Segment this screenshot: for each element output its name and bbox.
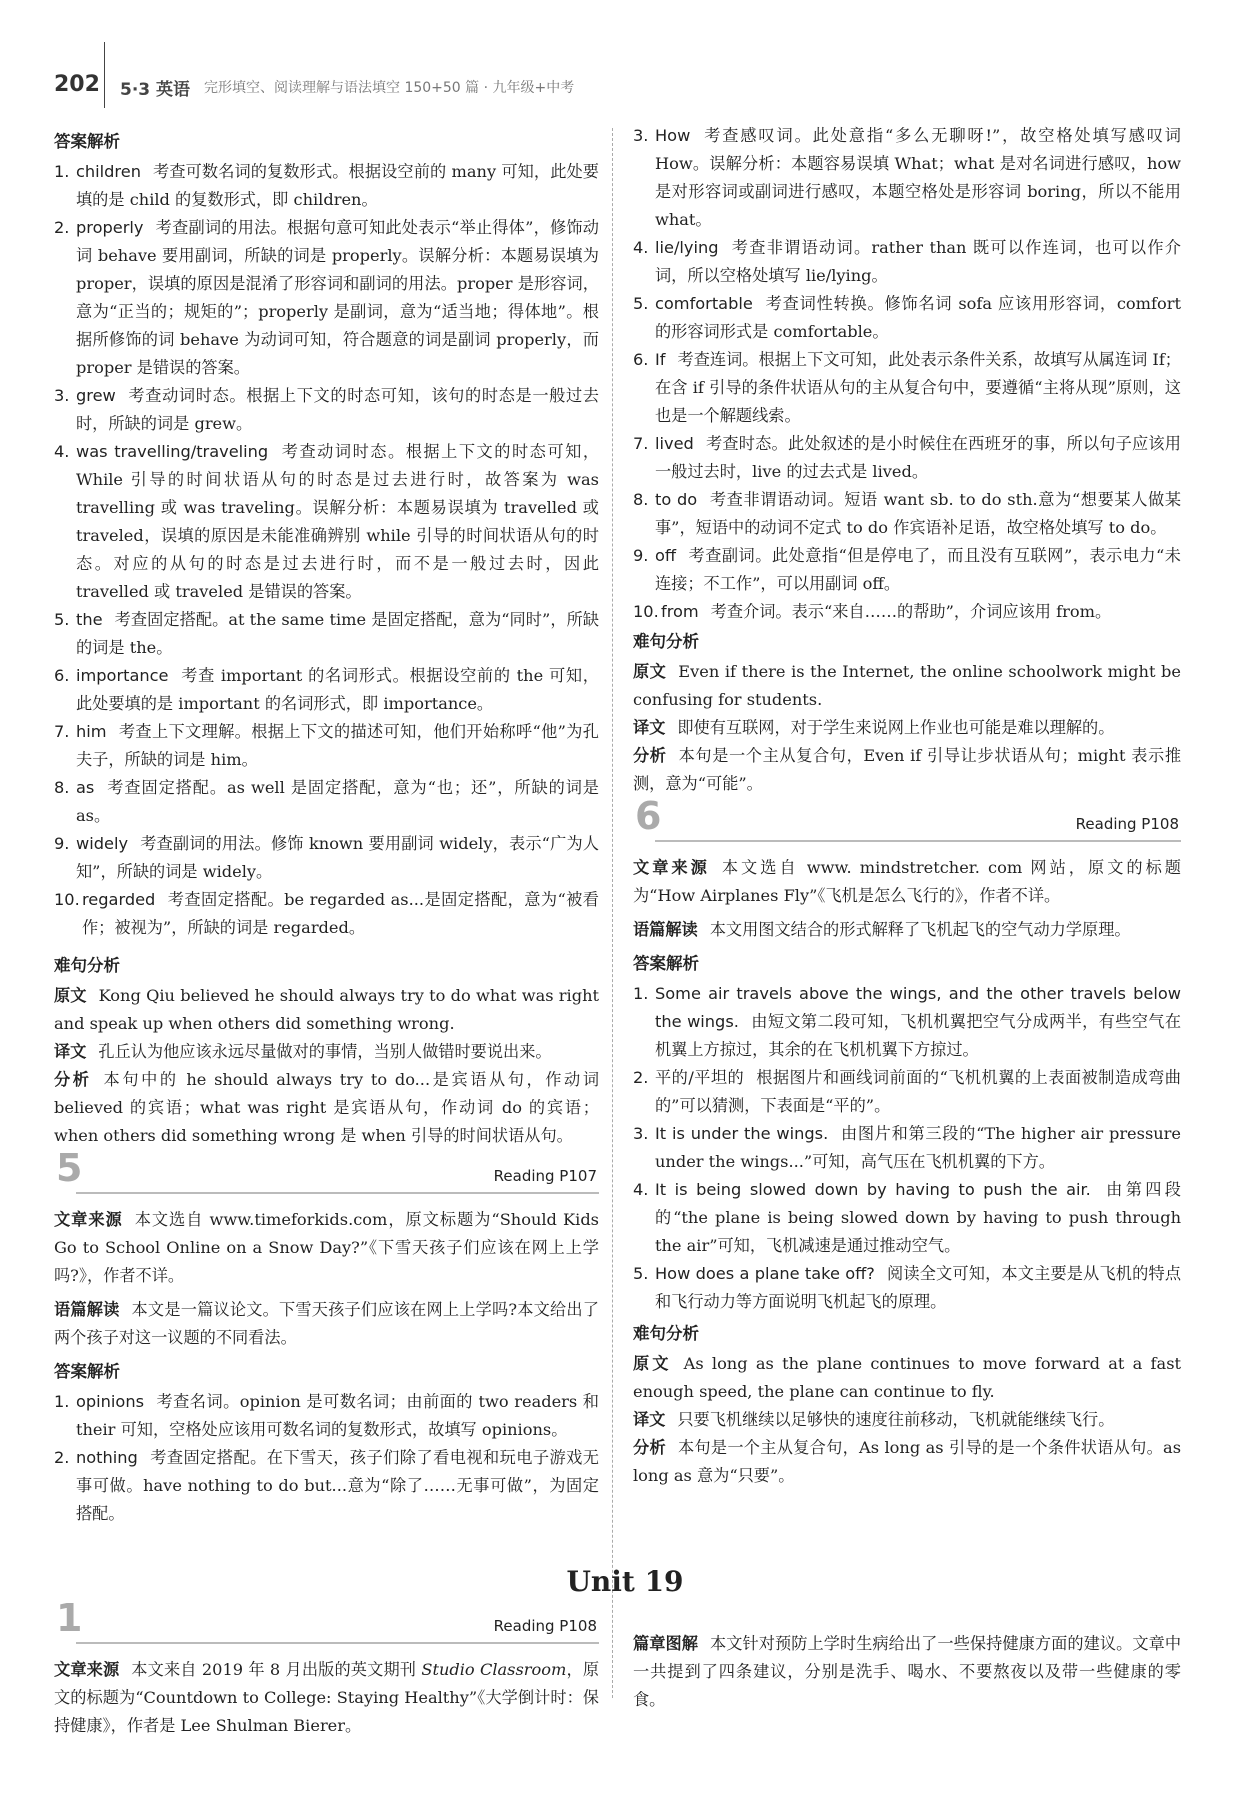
- explanation-text: 考查固定搭配。在下雪天，孩子们除了看电视和玩电子游戏无事可做。have nothing to do but...意为“除了……无事可做”，为固定搭配。: [76, 1448, 599, 1523]
- answer-item: [54, 1444, 599, 1528]
- difficult-heading: 难句分析: [54, 956, 120, 975]
- translation-label: 译文: [54, 1042, 87, 1061]
- answer-item: [54, 886, 599, 942]
- original-label: 原文: [633, 662, 667, 681]
- explanation-text: 考查介词。表示“来自……的帮助”，介词应该用 from。: [710, 602, 1112, 621]
- original-para: [54, 982, 599, 1038]
- header-divider: [104, 42, 105, 108]
- answer-text: nothing: [76, 1448, 138, 1467]
- answer-text: as: [76, 778, 95, 797]
- left-column: [54, 122, 599, 1528]
- answer-item: [54, 382, 599, 438]
- reading-para: [633, 916, 1181, 944]
- analysis-text: 本句是一个主从复合句，As long as 引导的是一个条件状语从句。as long as 意为“只要”。: [633, 1438, 1182, 1485]
- explanation-text: 考查非谓语动词。短语 want sb. to do sth.意为“想要某人做某事”，短语中的动词不定式 to do 作宾语补足语，故空格处填写 to do。: [655, 490, 1182, 537]
- answers-heading: 答案解析: [633, 954, 699, 973]
- section-header-6: [633, 794, 1181, 848]
- explanation-text: 考查固定搭配。be regarded as...是固定搭配，意为“被看作；被视为”，所缺的词是 regarded。: [82, 890, 599, 937]
- answer-text: It is under the wings.: [655, 1124, 829, 1143]
- original-text: Kong Qiu believed he should always try to do what was right and speak up when others did something wrong.: [54, 986, 600, 1033]
- explanation-text: 考查感叹词。此处意指“多么无聊呀!”，故空格处填写感叹词 How。误解分析：本题容易误填 What；what 是对名词进行感叹，how 是对形容词或副词进行感叹，本题空格处是形容词 boring，所以不能用 what。: [655, 126, 1181, 229]
- answer-text: lived: [655, 434, 694, 453]
- section-bar: [76, 1192, 599, 1194]
- analysis-text: 本句是一个主从复合句，Even if 引导让步状语从句；might 表示推测，意为“可能”。: [633, 746, 1182, 793]
- section-number: 6: [635, 794, 662, 838]
- reading-para: [54, 1296, 599, 1352]
- item-number: 10.: [54, 890, 80, 909]
- item-number: 7.: [633, 434, 649, 453]
- explanation-text: 考查副词的用法。根据句意可知此处表示“举止得体”，修饰动词 behave 要用副词，所缺的词是 properly。误解分析：本题易误填为 proper，误填的原因是混淆了形容词和副词的用法。proper 是形容词，意为“正当的；规矩的”；properly 是副词，意为“适当地；得体地”。根据所修饰的词 behave 为动词可知，符合题意的词是副词 properly，而 proper 是错误的答案。: [76, 218, 599, 377]
- answer-item: [633, 1120, 1181, 1176]
- explanation-text: 考查动词时态。根据上下文的时态可知，该句的时态是一般过去时，所缺的词是 grew。: [76, 386, 599, 433]
- answer-item: [633, 234, 1181, 290]
- source-text: 本文来自 2019 年 8 月出版的英文期刊: [131, 1660, 417, 1679]
- analysis-para: [633, 1434, 1181, 1490]
- section-header-1: [54, 1596, 599, 1650]
- answer-item: [633, 1176, 1181, 1260]
- translation-para: [633, 714, 1181, 742]
- item-number: 5.: [54, 610, 70, 629]
- answer-item: [54, 1388, 599, 1444]
- answer-list: [54, 158, 599, 942]
- item-number: 7.: [54, 722, 70, 741]
- answer-text: How: [655, 126, 691, 145]
- answer-text: It is being slowed down by having to push the air.: [655, 1180, 1091, 1199]
- answer-text: How does a plane take off?: [655, 1264, 875, 1283]
- explanation-text: 考查名词。opinion 是可数名词；由前面的 two readers 和 their 可知，空格处应该用可数名词的复数形式，故填写 opinions。: [76, 1392, 599, 1439]
- analysis-para: [54, 1066, 599, 1150]
- explanation-text: 阅读全文可知，本文主要是从飞机的特点和飞行动力等方面说明飞机起飞的原理。: [655, 1264, 1182, 1311]
- answer-text: 平的/平坦的: [655, 1068, 745, 1087]
- answer-item: [633, 1064, 1181, 1120]
- source-para: [54, 1206, 599, 1290]
- reading-text: 本文是一篇议论文。下雪天孩子们应该在网上上学吗?本文给出了两个孩子对这一议题的不同看法。: [54, 1300, 599, 1347]
- section-number: 5: [56, 1146, 83, 1190]
- item-number: 10.: [633, 602, 659, 621]
- chapter-label: 篇章图解: [633, 1634, 698, 1653]
- item-number: 1.: [633, 984, 649, 1003]
- item-number: 4.: [633, 238, 649, 257]
- explanation-text: 考查固定搭配。as well 是固定搭配，意为“也；还”，所缺的词是 as。: [76, 778, 599, 825]
- analysis-para: [633, 742, 1181, 798]
- answers-heading: 答案解析: [54, 132, 120, 151]
- item-number: 9.: [54, 834, 70, 853]
- page-number: 202: [54, 72, 100, 97]
- explanation-text: 考查连词。根据上下文可知，此处表示条件关系，故填写从属连词 If；在含 if 引导的条件状语从句的主从复合句中，要遵循“主将从现”原则，这也是一个解题线索。: [655, 350, 1181, 425]
- answer-text: was travelling/traveling: [76, 442, 269, 461]
- source-text-rest: ，原文的标题为“Countdown to College: Staying Healthy”《大学倒计时：保持健康》，作者是 Lee Shulman Bierer。: [54, 1660, 600, 1735]
- translation-para: [54, 1038, 599, 1066]
- original-para: [633, 658, 1181, 714]
- reading-ref: Reading P108: [1075, 815, 1179, 833]
- answer-list: [633, 980, 1181, 1316]
- answer-item: [633, 122, 1181, 234]
- unit-right-column: [633, 1610, 1181, 1714]
- source-label: 文章来源: [54, 1660, 120, 1679]
- section-bar: [655, 840, 1181, 842]
- explanation-text: 由第四段的“the plane is being slowed down by having to push through the air”可知，飞机减速是通过推动空气。: [655, 1180, 1181, 1255]
- answer-item: [54, 662, 599, 718]
- translation-text: 即使有互联网，对于学生来说网上作业也可能是难以理解的。: [677, 718, 1115, 737]
- explanation-text: 考查动词时态。根据上下文的时态可知，While 引导的时间状语从句的时态是过去进行时，故答案为 was travelling 或 was traveling。误解分析：本题易误填为 travelled 或 traveled，误填的原因是未能准确辨别 while 引导的时间状语从句的时态。对应的从句的时态是过去进行时，而不是一般过去时，因此 travelled 或 traveled 是错误的答案。: [76, 442, 600, 601]
- chapter-text: 本文针对预防上学时生病给出了一些保持健康方面的建议。文章中一共提到了四条建议，分别是洗手、喝水、不要熬夜以及带一些健康的零食。: [633, 1634, 1182, 1709]
- reading-ref: Reading P108: [493, 1617, 597, 1635]
- answer-item: [54, 718, 599, 774]
- answer-item: [54, 830, 599, 886]
- answer-item: [633, 598, 1181, 626]
- page-header: [54, 72, 1194, 106]
- answer-item: [54, 606, 599, 662]
- section-bar: [76, 1642, 599, 1644]
- item-number: 2.: [54, 1448, 70, 1467]
- item-number: 8.: [54, 778, 70, 797]
- section-number: 1: [56, 1596, 83, 1640]
- item-number: 5.: [633, 1264, 649, 1283]
- explanation-text: 考查上下文理解。根据上下文的描述可知，他们开始称呼“他”为孔夫子，所缺的词是 him。: [76, 722, 599, 769]
- reading-label: 语篇解读: [54, 1300, 120, 1319]
- section-header-5: [54, 1146, 599, 1200]
- item-number: 4.: [633, 1180, 649, 1199]
- item-number: 3.: [633, 126, 649, 145]
- item-number: 3.: [633, 1124, 649, 1143]
- translation-text: 只要飞机继续以足够快的速度往前移动，飞机就能继续飞行。: [677, 1410, 1115, 1429]
- explanation-text: 考查固定搭配。at the same time 是固定搭配，意为“同时”，所缺的词是 the。: [76, 610, 599, 657]
- explanation-text: 由图片和第三段的“The higher air pressure under the wings...”可知，高气压在飞机机翼的下方。: [655, 1124, 1181, 1171]
- analysis-label: 分析: [633, 1438, 666, 1457]
- original-label: 原文: [54, 986, 87, 1005]
- answer-item: [633, 430, 1181, 486]
- journal-title: Studio Classroom: [421, 1660, 567, 1679]
- answer-item: [633, 290, 1181, 346]
- reading-label: 语篇解读: [633, 920, 698, 939]
- answer-list: [54, 1388, 599, 1528]
- answer-item: [54, 774, 599, 830]
- item-number: 1.: [54, 1392, 70, 1411]
- item-number: 2.: [633, 1068, 649, 1087]
- item-number: 5.: [633, 294, 649, 313]
- answer-text: lie/lying: [655, 238, 719, 257]
- answer-text: children: [76, 162, 141, 181]
- translation-label: 译文: [633, 718, 666, 737]
- answer-list: [633, 122, 1181, 626]
- answer-item: [54, 158, 599, 214]
- answer-text: Some air travels above the wings, and the other travels below the wings.: [655, 984, 1181, 1031]
- unit-title: Unit 19: [566, 1565, 684, 1598]
- explanation-text: 考查词性转换。修饰名词 sofa 应该用形容词，comfort 的形容词形式是 comfortable。: [655, 294, 1181, 341]
- analysis-label: 分析: [54, 1070, 92, 1089]
- answer-item: [633, 1260, 1181, 1316]
- item-number: 8.: [633, 490, 649, 509]
- source-text: 本文选自 www.timeforkids.com，原文标题为“Should Kids Go to School Online on a Snow Day?”《下雪天孩子们应该在网上上学吗?》，作者不详。: [54, 1210, 599, 1285]
- answers-heading: 答案解析: [54, 1362, 120, 1381]
- answer-text: him: [76, 722, 107, 741]
- explanation-text: 考查可数名词的复数形式。根据设空前的 many 可知，此处要填的是 child 的复数形式，即 children。: [76, 162, 599, 209]
- answer-item: [633, 980, 1181, 1064]
- answer-text: If: [655, 350, 666, 369]
- answer-text: the: [76, 610, 103, 629]
- answer-text: to do: [655, 490, 698, 509]
- chapter-para: [633, 1630, 1181, 1714]
- explanation-text: 考查副词的用法。修饰 known 要用副词 widely，表示“广为人知”，所缺的词是 widely。: [76, 834, 599, 881]
- explanation-text: 考查 important 的名词形式。根据设空前的 the 可知，此处要填的是 important 的名词形式，即 importance。: [76, 666, 599, 713]
- difficult-heading: 难句分析: [633, 1324, 699, 1343]
- source-label: 文章来源: [633, 858, 710, 877]
- answer-item: [54, 438, 599, 606]
- item-number: 3.: [54, 386, 70, 405]
- answer-text: grew: [76, 386, 116, 405]
- explanation-text: 考查非谓语动词。rather than 既可以作连词，也可以作介词，所以空格处填写 lie/lying。: [655, 238, 1181, 285]
- item-number: 6.: [54, 666, 70, 685]
- item-number: 4.: [54, 442, 70, 461]
- translation-para: [633, 1406, 1181, 1434]
- book-title: 完形填空、阅读理解与语法填空 150+50 篇 · 九年级+中考: [204, 80, 575, 96]
- answer-text: from: [661, 602, 699, 621]
- original-label: 原文: [633, 1354, 672, 1373]
- explanation-text: 考查副词。此处意指“但是停电了，而且没有互联网”，表示电力“未连接；不工作”，可以用副词 off。: [655, 546, 1181, 593]
- answer-text: opinions: [76, 1392, 145, 1411]
- analysis-label: 分析: [633, 746, 667, 765]
- right-column: [633, 122, 1181, 1490]
- reading-ref: Reading P107: [493, 1167, 597, 1185]
- original-text: Even if there is the Internet, the online schoolwork might be confusing for students.: [633, 662, 1181, 709]
- difficult-heading: 难句分析: [633, 632, 699, 651]
- source-para: [633, 854, 1181, 910]
- answer-item: [54, 214, 599, 382]
- item-number: 2.: [54, 218, 70, 237]
- analysis-text: 本句中的 he should always try to do...是宾语从句，作动词 believed 的宾语；what was right 是宾语从句，作动词 do 的宾语；when others did something wrong 是 when 引导的时间状语从句。: [54, 1070, 600, 1145]
- item-number: 1.: [54, 162, 70, 181]
- column-divider: [612, 128, 613, 1698]
- answer-text: properly: [76, 218, 144, 237]
- item-number: 6.: [633, 350, 649, 369]
- answer-item: [633, 346, 1181, 430]
- translation-text: 孔丘认为他应该永远尽量做对的事情，当别人做错时要说出来。: [98, 1042, 552, 1061]
- answer-item: [633, 486, 1181, 542]
- explanation-text: 根据图片和画线词前面的“飞机机翼的上表面被制造成弯曲的”可以猜测，下表面是“平的”。: [655, 1068, 1181, 1115]
- answer-text: widely: [76, 834, 129, 853]
- reading-text: 本文用图文结合的形式解释了飞机起飞的空气动力学原理。: [709, 920, 1131, 939]
- answer-text: comfortable: [655, 294, 753, 313]
- explanation-text: 考查时态。此处叙述的是小时候住在西班牙的事，所以句子应该用一般过去时，live 的过去式是 lived。: [655, 434, 1181, 481]
- answer-text: off: [655, 546, 677, 565]
- unit-left-column: [54, 1596, 600, 1740]
- answer-text: regarded: [82, 890, 156, 909]
- answer-item: [633, 542, 1181, 598]
- original-text: As long as the plane continues to move forward at a fast enough speed, the plane can continue to fly.: [633, 1354, 1182, 1401]
- item-number: 9.: [633, 546, 649, 565]
- brand-logo: 5·3 英语: [120, 80, 191, 100]
- original-para: [633, 1350, 1181, 1406]
- source-text: 本文选自 www. mindstretcher. com 网站，原文的标题为“How Airplanes Fly”《飞机是怎么飞行的》，作者不详。: [633, 858, 1181, 905]
- source-label: 文章来源: [54, 1210, 123, 1229]
- source-para: [54, 1656, 599, 1740]
- answer-text: importance: [76, 666, 169, 685]
- translation-label: 译文: [633, 1410, 666, 1429]
- explanation-text: 由短文第二段可知，飞机机翼把空气分成两半，有些空气在机翼上方掠过，其余的在飞机机翼下方掠过。: [655, 1012, 1182, 1059]
